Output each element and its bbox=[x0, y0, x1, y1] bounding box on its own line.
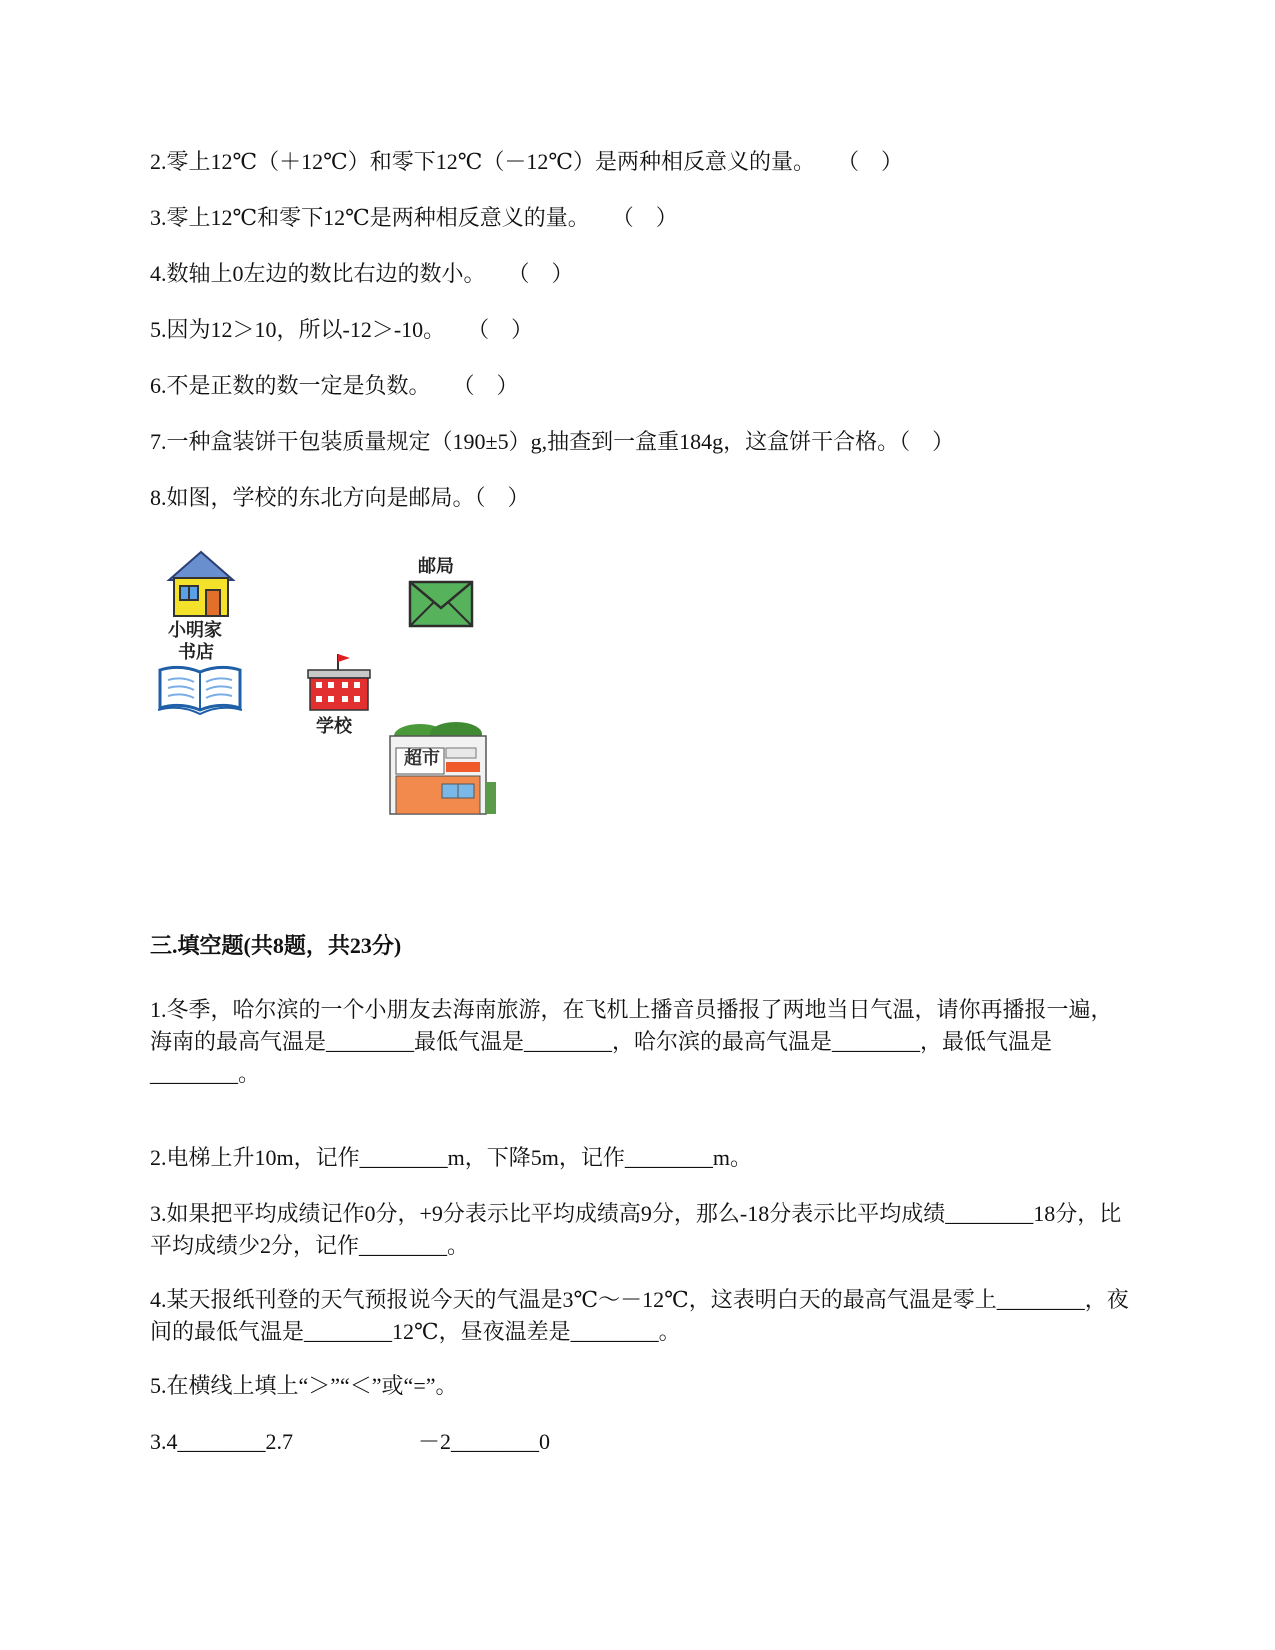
post-office-label: 邮局 bbox=[418, 556, 454, 577]
question-4: 4.数轴上0左边的数比右边的数小。 （ ） bbox=[150, 261, 574, 286]
fill-question-5: 5.在横线上填上“＞”“＜”或“=”。 bbox=[150, 1373, 458, 1398]
book-icon bbox=[156, 664, 244, 716]
question-6: 6.不是正数的数一定是负数。 （ ） bbox=[150, 373, 519, 398]
question-8: 8.如图，学校的东北方向是邮局。（ ） bbox=[150, 485, 530, 510]
fill-question-5a: 3.4________2.7 bbox=[150, 1429, 293, 1454]
question-3: 3.零上12℃和零下12℃是两种相反意义的量。 （ ） bbox=[150, 205, 678, 230]
house-icon bbox=[166, 550, 236, 620]
supermarket-label: 超市 bbox=[404, 748, 440, 769]
school-icon bbox=[304, 652, 374, 714]
fill-question-1: 1.冬季，哈尔滨的一个小朋友去海南旅游，在飞机上播音员播报了两地当日气温，请你再播报一遍，海南的最高气温是________最低气温是________，哈尔滨的最高气温是________，最低气温是________。 bbox=[150, 997, 1113, 1086]
fill-question-4: 4.某天报纸刊登的天气预报说今天的气温是3℃～－12℃，这表明白天的最高气温是零上________，夜间的最低气温是________12℃，昼夜温差是________。 bbox=[150, 1287, 1129, 1344]
fill-question-2: 2.电梯上升10m，记作________m，下降5m，记作________m。 bbox=[150, 1145, 752, 1170]
fill-question-5b: －2________0 bbox=[418, 1429, 551, 1454]
fill-question-3: 3.如果把平均成绩记作0分，+9分表示比平均成绩高9分，那么-18分表示比平均成绩________18分，比平均成绩少2分，记作________。 bbox=[150, 1201, 1122, 1258]
question-5: 5.因为12＞10，所以-12＞-10。 （ ） bbox=[150, 317, 534, 342]
envelope-icon bbox=[408, 580, 474, 628]
school-label: 学校 bbox=[316, 716, 352, 737]
supermarket-icon bbox=[386, 722, 500, 818]
question-2: 2.零上12℃（＋12℃）和零下12℃（－12℃）是两种相反意义的量。 （ ） bbox=[150, 149, 903, 174]
bookstore-label: 书店 bbox=[178, 642, 214, 663]
section-3-heading: 三.填空题(共8题，共23分) bbox=[150, 933, 402, 958]
home-label: 小明家 bbox=[168, 620, 222, 641]
question-7: 7.一种盒装饼干包装质量规定（190±5）g,抽查到一盒重184g，这盒饼干合格。（ ） bbox=[150, 429, 955, 454]
map-figure bbox=[150, 556, 530, 866]
